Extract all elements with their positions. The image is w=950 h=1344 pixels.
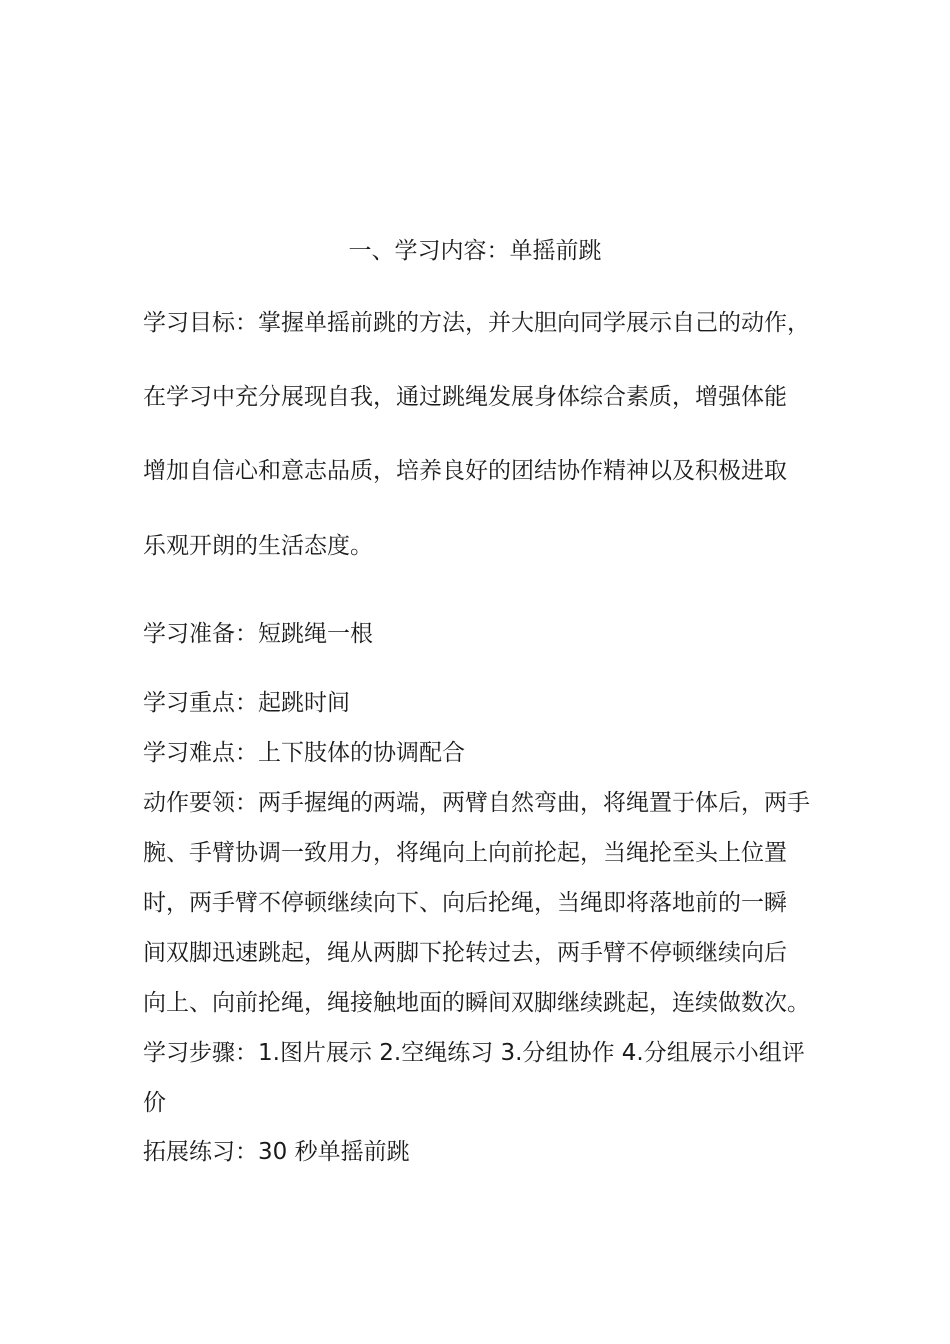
learning-key-point: 学习重点：起跳时间 (143, 690, 350, 716)
action-line: 向上、向前抡绳，绳接触地面的瞬间双脚继续跳起，连续做数次。 (143, 990, 810, 1016)
learning-difficulty: 学习难点：上下肢体的协调配合 (143, 740, 465, 766)
learning-preparation: 学习准备：短跳绳一根 (143, 621, 373, 647)
goal-line: 学习目标：掌握单摇前跳的方法，并大胆向同学展示自己的动作， (143, 310, 810, 336)
action-line: 时，两手臂不停顿继续向下、向后抡绳，当绳即将落地前的一瞬 (143, 890, 787, 916)
goal-line: 乐观开朗的生活态度。 (143, 533, 373, 559)
steps-line: 学习步骤：1.图片展示 2.空绳练习 3.分组协作 4.分组展示小组评 (143, 1040, 805, 1066)
action-line: 腕、手臂协调一致用力，将绳向上向前抡起，当绳抡至头上位置 (143, 840, 787, 866)
steps-line: 价 (143, 1090, 166, 1116)
goal-line: 在学习中充分展现自我，通过跳绳发展身体综合素质，增强体能 (143, 384, 787, 410)
action-line: 动作要领：两手握绳的两端，两臂自然弯曲，将绳置于体后，两手 (143, 790, 810, 816)
extension-practice: 拓展练习：30 秒单摇前跳 (143, 1139, 410, 1165)
action-line: 间双脚迅速跳起，绳从两脚下抡转过去，两手臂不停顿继续向后 (143, 940, 787, 966)
section-title: 一、学习内容：单摇前跳 (348, 238, 602, 264)
goal-line: 增加自信心和意志品质，培养良好的团结协作精神以及积极进取 (143, 458, 787, 484)
